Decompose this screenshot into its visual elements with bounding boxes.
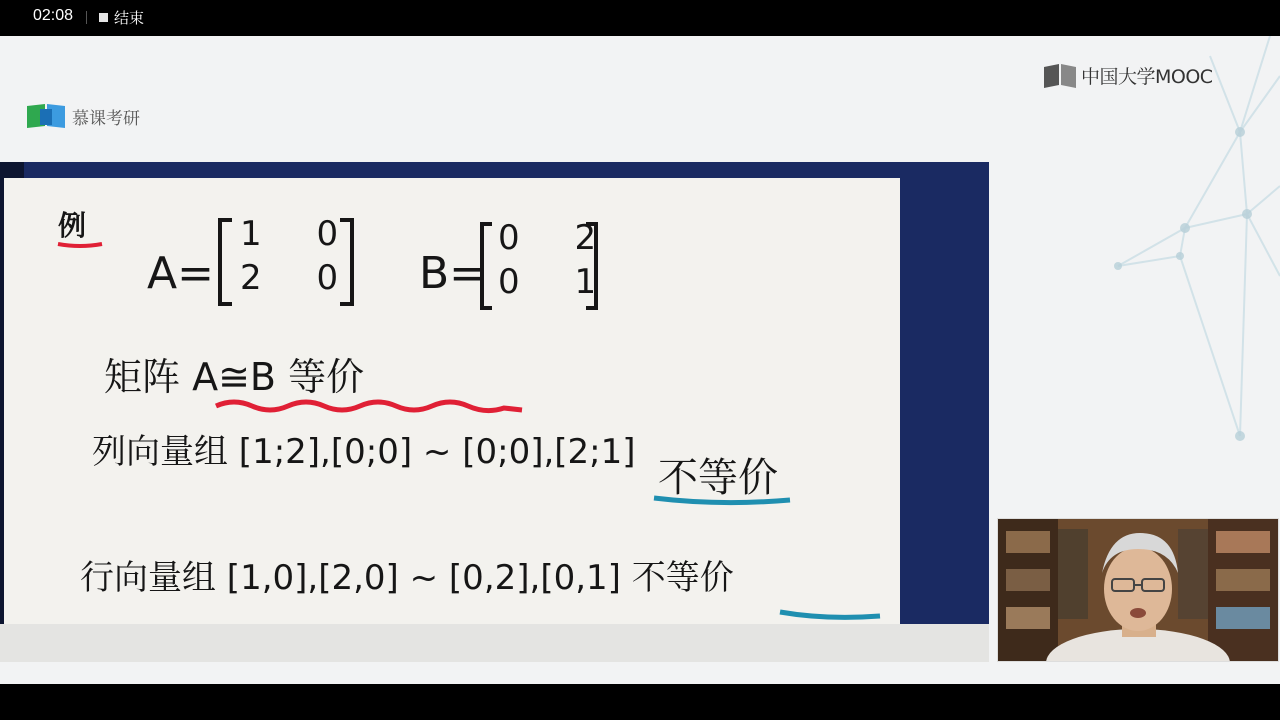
blue-underline: [650, 490, 796, 512]
instructor-webcam: [997, 518, 1279, 662]
matrix-a-row-1: 1 0: [240, 214, 361, 254]
webcam-feed: [998, 519, 1279, 662]
china-mooc-text: 中国大学MOOC: [1081, 66, 1213, 88]
bottom-bar: [0, 684, 1280, 720]
blue-underline: [776, 606, 886, 624]
status-bar: [0, 0, 1280, 36]
blackboard: [0, 162, 989, 662]
clock-time: 02:08: [33, 7, 74, 24]
book-logo-icon: [1043, 63, 1077, 89]
mooc-kaoyan-logo: [26, 103, 140, 129]
book-logo-icon: [26, 103, 66, 129]
board-ledge: [0, 624, 989, 662]
divider: [86, 11, 87, 24]
example-label: 例: [58, 209, 87, 242]
china-mooc-logo: [1043, 62, 1213, 89]
matrix-b-row-2: 0 1: [498, 262, 619, 302]
column-vector-line: 列向量组 [1;2],[0;0] ~ [0;0],[2;1]: [92, 432, 636, 472]
matrix-a-row-2: 2 0: [240, 258, 361, 298]
video-stage: [0, 36, 1280, 684]
example-underline: [56, 238, 104, 250]
stop-icon: [99, 13, 108, 22]
paper-sheet: [4, 178, 900, 662]
network-decoration: [1090, 36, 1280, 456]
matrix-equivalence-line: 矩阵 A≅B 等价: [104, 355, 365, 399]
matrix-b-row-1: 0 2: [498, 218, 619, 258]
kaoyan-text: 慕课考研: [72, 108, 140, 129]
stop-label: 结束: [114, 8, 145, 27]
column-not-equivalent: 不等价: [658, 455, 778, 501]
red-wavy-underline: [212, 396, 528, 418]
matrix-a-label: A=: [147, 248, 214, 299]
stop-recording-button[interactable]: [99, 5, 144, 29]
row-vector-line: 行向量组 [1,0],[2,0] ~ [0,2],[0,1] 不等价: [80, 558, 734, 598]
matrix-b-label: B=: [419, 248, 487, 299]
